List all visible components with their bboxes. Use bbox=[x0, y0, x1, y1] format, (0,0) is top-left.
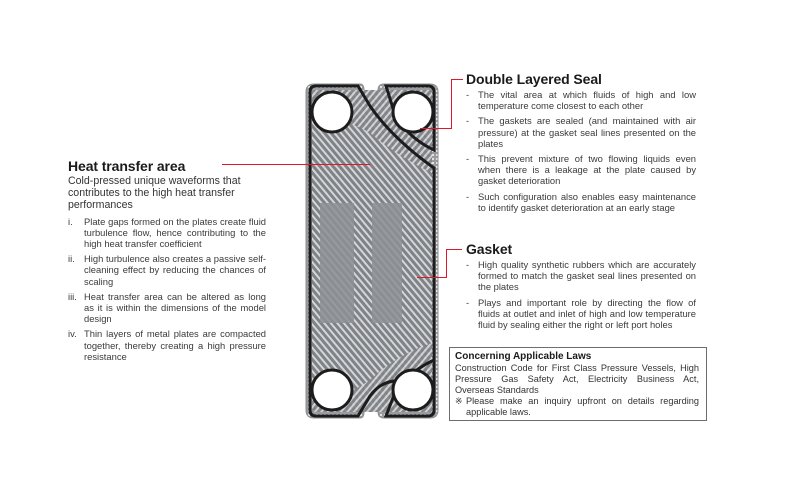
list-item: i. Plate gaps formed on the plates create fluid turbulence flow, hence contributing to the high heat transfer coefficient bbox=[68, 215, 266, 250]
list-item: - This prevent mixture of two flowing liquids even when there is a leakage at the plate caused by gasket deterioration bbox=[466, 153, 696, 187]
heat-transfer-title: Heat transfer area bbox=[68, 158, 186, 174]
list-item: iv. Thin layers of metal plates are compacted together, thereby creating a high pressure resistance bbox=[68, 328, 266, 362]
double-seal-section bbox=[466, 71, 696, 217]
gasket-section bbox=[466, 241, 696, 334]
leader-line-double-seal-h1 bbox=[420, 128, 452, 129]
double-seal-list bbox=[466, 89, 696, 213]
heat-exchanger-plate-illustration bbox=[300, 78, 445, 428]
list-item: ii. High turbulence also creates a passive self-cleaning effect by reducing the chances of scaling bbox=[68, 253, 266, 287]
laws-title: Concerning Applicable Laws bbox=[455, 351, 592, 362]
list-item: - The gaskets are sealed (and maintained with air pressure) at the gasket seal lines presented on the plates bbox=[466, 115, 696, 149]
gasket-title: Gasket bbox=[466, 241, 513, 257]
gasket-list bbox=[466, 259, 696, 330]
leader-line-gasket-h1 bbox=[417, 277, 447, 278]
applicable-laws-box bbox=[449, 347, 707, 421]
leader-line-gasket-h2 bbox=[446, 249, 462, 250]
list-item: - The vital area at which fluids of high and low temperature come closest to each other bbox=[466, 89, 696, 112]
list-item: - Such configuration also enables easy maintenance to identify gasket deterioration at an early stage bbox=[466, 190, 696, 213]
note-asterisk-icon: ※ bbox=[455, 396, 463, 406]
port-hole-top-left bbox=[312, 92, 352, 132]
double-seal-title: Double Layered Seal bbox=[466, 71, 602, 87]
leader-line-double-seal-v bbox=[451, 79, 452, 129]
list-item: - Plays and important role by directing the flow of fluids at outlet and inlet of high and low temperature fluid by sealing either the right or left port holes bbox=[466, 296, 696, 331]
leader-line-double-seal-h2 bbox=[451, 79, 463, 80]
list-item: - High quality synthetic rubbers which are accurately formed to match the gasket seal lines presented on the plates bbox=[466, 259, 696, 293]
port-hole-bottom-right bbox=[393, 370, 433, 410]
laws-body: Construction Code for First Class Pressure Vessels, High Pressure Gas Safety Act, Electricity Business Act, Overseas Standards bbox=[455, 363, 699, 395]
heat-transfer-description: Cold-pressed unique waveforms that contributes to the high heat transfer performances bbox=[68, 175, 241, 212]
port-hole-bottom-left bbox=[312, 370, 352, 410]
laws-note: ※ Please make an inquiry upfront on details regarding applicable laws. bbox=[455, 396, 699, 417]
heat-transfer-section bbox=[68, 158, 266, 366]
port-hole-top-right bbox=[393, 92, 433, 132]
heat-transfer-list bbox=[68, 216, 266, 362]
leader-line-gasket-v bbox=[446, 249, 447, 278]
list-item: iii. Heat transfer area can be altered as long as it is within the dimensions of the model design bbox=[68, 290, 266, 325]
